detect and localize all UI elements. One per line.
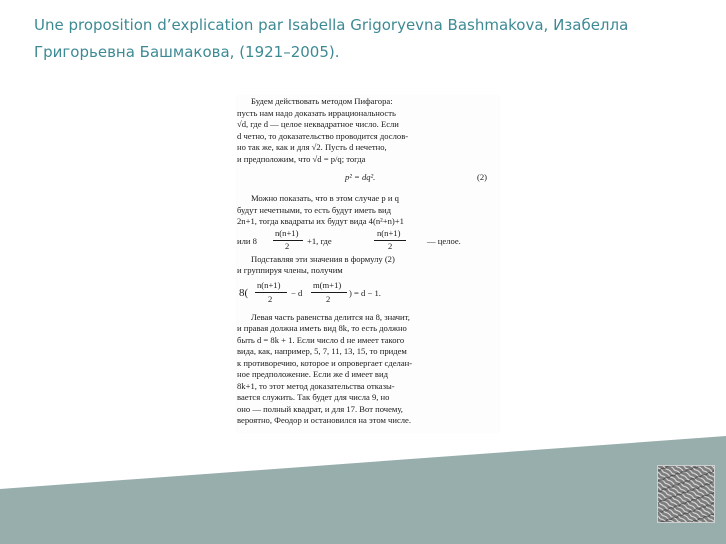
fraction-line [237,228,499,254]
fraction-numerator: n(n+1) [377,227,401,238]
scan-line: будут нечетными, то есть будут иметь вид [237,204,392,215]
formula-numerator: m(m+1) [313,279,342,290]
slide-heading [34,12,694,66]
fraction-prefix: или 8 [237,235,257,246]
grouped-formula [237,279,499,309]
formula-denominator: 2 [326,293,331,304]
formula-number: (2) [476,172,487,182]
heading-line-2: Григорьевна Башмакова, (1921–2005). [34,43,340,61]
scan-line: 2n+1, тогда квадраты их будут вида 4(n²+n)+1 [237,216,404,226]
scan-line: к противоречию, которое и опровергает сделан- [237,357,413,368]
fraction-numerator: n(n+1) [275,227,299,238]
scan-line: но так же, как и для √2. Пусть d нечетно, [237,142,387,152]
fraction-bar [255,292,287,293]
decorative-texture-image [657,465,715,523]
scan-line: пусть нам надо доказать иррациональность [237,107,396,118]
scan-line: √d, где d — целое неквадратное число. Если [237,119,399,129]
scan-line: Левая часть равенства делится на 8, значит, [251,311,410,322]
scan-line: Можно показать, что в этом случае p и q [251,193,399,203]
fraction-denominator: 2 [285,240,290,251]
scan-line: и группируя члены, получим [237,265,343,275]
formula-operator: − d [291,287,303,298]
formula-denominator: 2 [268,293,273,304]
formula-numerator: n(n+1) [257,279,281,290]
fraction-denominator: 2 [388,240,393,251]
formula-tail: ) = d − 1. [349,287,381,298]
scan-line: Подставляя эти значения в формулу (2) [251,253,395,264]
scan-line: вается служить. Так будет для числа 9, но [237,392,390,402]
formula-expression: p² = dq². [345,172,376,182]
scan-line: быть d = 8k + 1. Если число d не имеет такого [237,334,405,345]
scan-line: d четно, то доказательство проводится дослов- [237,130,409,141]
scan-line: и предположим, что √d = p/q; тогда [237,153,366,164]
scan-line: вероятно, Феодор и остановился на этом числе. [237,415,412,425]
formula-2 [237,168,499,190]
scan-line: оно — полный квадрат, и для 17. Вот почему, [237,403,403,414]
scan-line: и правая должна иметь вид 8k, то есть должно [237,323,407,333]
heading-line-1: Une proposition d’explication par Isabella Grigoryevna Bashmakova, Изабелла [34,16,629,34]
fraction-suffix: — целое. [427,235,461,246]
scan-line: 8k+1, то этот метод доказательства отказы- [237,380,395,391]
formula-lead: 8( [239,286,249,299]
fraction-bar [311,292,347,293]
scan-line: вида, как, например, 5, 7, 11, 13, 15, то придем [237,346,407,356]
scan-line: Будем действовать методом Пифагора: [251,96,393,106]
scan-line: ное предположение. Если же d имеет вид [237,369,388,379]
scanned-page [237,96,499,432]
fraction-middle: +1, где [307,235,332,246]
